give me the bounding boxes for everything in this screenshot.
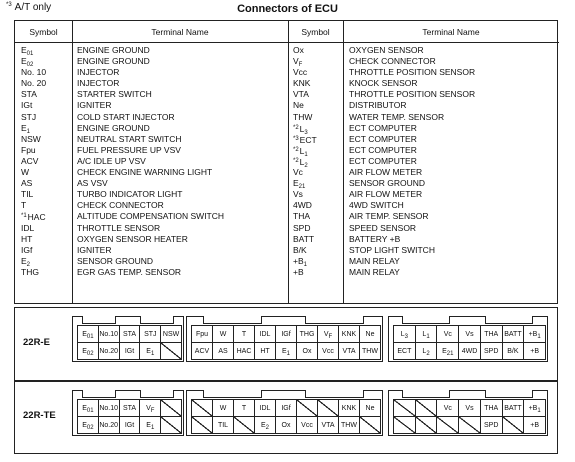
terminal-symbol: $E_1$ xyxy=(21,122,31,135)
pin-cell: Ne xyxy=(359,325,381,343)
pin-cell: Vs xyxy=(458,399,481,417)
footnote-mark: *3 xyxy=(6,2,12,8)
table-row xyxy=(21,267,286,278)
terminal-name: STOP LIGHT SWITCH xyxy=(349,244,435,255)
connector-key xyxy=(140,390,174,398)
terminal-symbol: BATT xyxy=(293,233,315,244)
terminal-symbol: No. 20 xyxy=(21,78,47,89)
table-row xyxy=(21,223,286,234)
terminal-name: CHECK CONNECTOR xyxy=(349,56,436,67)
terminal-name: ALTITUDE COMPENSATION SWITCH xyxy=(77,211,225,222)
terminal-name: CHECK ENGINE WARNING LIGHT xyxy=(77,167,213,178)
pin-cell: STA xyxy=(119,399,141,417)
terminal-symbol: THA xyxy=(293,211,310,222)
table-row xyxy=(293,200,557,211)
pin-cell: +B xyxy=(523,416,546,434)
connector-key xyxy=(203,316,262,324)
terminal-table xyxy=(14,20,558,304)
divider xyxy=(288,21,289,303)
terminal-symbol: IGt xyxy=(21,100,33,111)
terminal-name: ECT COMPUTER xyxy=(349,122,417,133)
empty-pin xyxy=(191,399,213,417)
pin-cell: STJ xyxy=(139,325,161,343)
terminal-name: OXYGEN SENSOR xyxy=(349,45,424,55)
pin-cell: No.20 xyxy=(98,342,120,360)
pin-cell: IGt xyxy=(119,416,141,434)
pin-cell: $V_F$ xyxy=(139,399,161,417)
terminal-symbol: $^{*2}L_3$ xyxy=(293,123,308,136)
connector-label: 22R-E xyxy=(23,337,50,348)
terminal-symbol: NSW xyxy=(21,133,41,144)
terminal-symbol: Fpu xyxy=(21,144,36,155)
empty-pin xyxy=(415,399,438,417)
terminal-name: ECT COMPUTER xyxy=(349,144,417,155)
table-row xyxy=(293,56,557,67)
pin-cell: IDL xyxy=(254,325,276,343)
terminal-name: SPEED SENSOR xyxy=(349,222,417,233)
table-row xyxy=(293,167,557,178)
terminal-name: THROTTLE POSITION SENSOR xyxy=(349,67,476,78)
empty-pin xyxy=(436,416,459,434)
table-row xyxy=(21,256,286,267)
terminal-name: IGNITER xyxy=(77,244,112,255)
empty-pin xyxy=(160,416,182,434)
pin-cell: NSW xyxy=(160,325,182,343)
terminal-name: THROTTLE POSITION SENSOR xyxy=(349,89,476,100)
table-row xyxy=(21,112,286,123)
terminal-symbol: STA xyxy=(21,89,37,100)
connector-block xyxy=(72,316,184,362)
table-row xyxy=(293,223,557,234)
pin-cell: $E_{21}$ xyxy=(436,342,459,360)
pin-cell: No.10 xyxy=(98,399,120,417)
terminal-symbol: $^{*2}L_1$ xyxy=(293,145,308,158)
empty-pin xyxy=(160,342,182,360)
empty-pin xyxy=(317,399,339,417)
terminal-symbol: Vcc xyxy=(293,67,308,78)
terminal-symbol: THG xyxy=(21,266,39,277)
table-row xyxy=(21,189,286,200)
terminal-symbol: HT xyxy=(21,233,33,244)
pin-cell: $L_3$ xyxy=(393,325,416,343)
terminal-name: KNOCK SENSOR xyxy=(349,78,418,89)
pin-cell: HT xyxy=(254,342,276,360)
terminal-name: SENSOR GROUND xyxy=(77,255,154,266)
pin-cell: W xyxy=(212,325,234,343)
pin-cell: VTA xyxy=(338,342,360,360)
table-row xyxy=(293,100,557,111)
terminal-symbol: +B xyxy=(293,266,304,277)
terminal-name: THROTTLE SENSOR xyxy=(77,222,161,233)
connector-block xyxy=(186,316,383,362)
terminal-symbol: 4WD xyxy=(293,200,312,211)
connector-key xyxy=(485,390,533,398)
pin-cell: Vc xyxy=(436,325,459,343)
connector-block xyxy=(72,390,184,436)
table-row xyxy=(293,267,557,278)
empty-pin xyxy=(393,399,416,417)
terminal-symbol: Vs xyxy=(293,189,303,200)
connector-key xyxy=(140,316,174,324)
terminal-symbol: $E_2$ xyxy=(21,255,31,268)
terminal-name: BATTERY +B xyxy=(349,233,401,244)
connector-key xyxy=(305,390,364,398)
footnote-text: A/T only xyxy=(14,2,52,13)
pin-cell: $V_F$ xyxy=(317,325,339,343)
empty-pin xyxy=(160,399,182,417)
connector-key xyxy=(402,390,450,398)
table-row xyxy=(21,167,286,178)
pin-cell: T xyxy=(233,399,255,417)
terminal-symbol: T xyxy=(21,200,27,211)
table-row xyxy=(21,211,286,222)
terminal-symbol: ACV xyxy=(21,155,39,166)
header-symbol-right: Symbol xyxy=(288,21,343,43)
empty-pin xyxy=(296,399,318,417)
pin-cell: IGt xyxy=(119,342,141,360)
terminal-symbol: W xyxy=(21,167,30,178)
empty-pin xyxy=(502,416,525,434)
table-row xyxy=(293,145,557,156)
table-row xyxy=(293,67,557,78)
empty-pin xyxy=(393,416,416,434)
terminal-symbol: $E_{21}$ xyxy=(293,178,306,191)
pin-cell: $E_1$ xyxy=(275,342,297,360)
pin-cell: STA xyxy=(119,325,141,343)
table-row xyxy=(293,256,557,267)
pin-cell: THA xyxy=(480,325,503,343)
table-row xyxy=(21,56,286,67)
terminal-symbol: VTA xyxy=(293,89,309,100)
page-title: Connectors of ECU xyxy=(237,3,338,15)
connector-block xyxy=(388,316,548,362)
pin-cell: Vcc xyxy=(317,342,339,360)
empty-pin xyxy=(415,416,438,434)
pin-cell: Vcc xyxy=(296,416,318,434)
table-row xyxy=(21,45,286,56)
terminal-symbol: TIL xyxy=(21,189,34,200)
table-row xyxy=(21,134,286,145)
table-row xyxy=(21,145,286,156)
pin-cell: $E_{01}$ xyxy=(77,325,99,343)
table-row xyxy=(21,178,286,189)
connector-key xyxy=(402,316,450,324)
terminal-symbol: $^{*2}L_2$ xyxy=(293,156,308,169)
terminal-name: WATER TEMP. SENSOR xyxy=(349,111,445,122)
terminal-name: IGNITER xyxy=(77,100,112,111)
terminal-symbol: IGf xyxy=(21,244,33,255)
pin-cell: THA xyxy=(480,399,503,417)
connector-label: 22R-TE xyxy=(23,410,56,421)
header-symbol-left: Symbol xyxy=(15,21,72,43)
pin-cell: W xyxy=(212,399,234,417)
connector-key xyxy=(203,390,262,398)
pin-cell: BATT xyxy=(502,325,525,343)
terminal-name: EGR GAS TEMP. SENSOR xyxy=(77,266,182,277)
table-row xyxy=(293,112,557,123)
pin-cell: AS xyxy=(212,342,234,360)
pin-cell: BATT xyxy=(502,399,525,417)
table-row xyxy=(21,245,286,256)
terminal-symbol: SPD xyxy=(293,222,311,233)
connector-block xyxy=(186,390,383,436)
pin-cell: $+B_1$ xyxy=(523,399,546,417)
terminal-name: AIR TEMP. SENSOR xyxy=(349,211,429,222)
pin-cell: KNK xyxy=(338,325,360,343)
terminal-name: DISTRIBUTOR xyxy=(349,100,407,111)
empty-pin xyxy=(233,416,255,434)
terminal-name: ENGINE GROUND xyxy=(77,45,150,55)
terminal-symbol: Ne xyxy=(293,100,304,111)
terminal-name: COLD START INJECTOR xyxy=(77,111,175,122)
table-row xyxy=(293,234,557,245)
terminal-name: 4WD SWITCH xyxy=(349,200,404,211)
table-row xyxy=(293,189,557,200)
terminal-name: CHECK CONNECTOR xyxy=(77,200,164,211)
terminal-symbol: THW xyxy=(293,111,313,122)
terminal-symbol: $^{*1}$HAC xyxy=(21,212,46,223)
pin-cell: ECT xyxy=(393,342,416,360)
pin-cell: $E_{02}$ xyxy=(77,416,99,434)
table-row xyxy=(21,67,286,78)
terminal-symbol: No. 10 xyxy=(21,67,47,78)
table-row xyxy=(293,211,557,222)
pin-cell: Vs xyxy=(458,325,481,343)
terminal-name: SENSOR GROUND xyxy=(349,178,426,189)
connector-block xyxy=(388,390,548,436)
terminal-name: AS VSV xyxy=(77,178,108,189)
connector-key xyxy=(485,316,533,324)
pin-cell: $E_2$ xyxy=(254,416,276,434)
pin-cell: KNK xyxy=(338,399,360,417)
terminal-symbol: $+B_1$ xyxy=(293,255,307,268)
terminal-symbol: Vc xyxy=(293,167,303,178)
terminal-symbol: $E_{02}$ xyxy=(21,56,34,69)
terminal-symbol: Ox xyxy=(293,45,304,55)
terminal-name: ECT COMPUTER xyxy=(349,133,417,144)
empty-pin xyxy=(458,416,481,434)
table-row xyxy=(21,89,286,100)
pin-cell: SPD xyxy=(480,416,503,434)
pin-cell: B/K xyxy=(502,342,525,360)
pin-cell: $E_{01}$ xyxy=(77,399,99,417)
table-row xyxy=(21,123,286,134)
terminal-name: NEUTRAL START SWITCH xyxy=(77,133,182,144)
pin-cell: 4WD xyxy=(458,342,481,360)
pin-cell: $E_{02}$ xyxy=(77,342,99,360)
pin-cell: T xyxy=(233,325,255,343)
pin-cell: IGf xyxy=(275,399,297,417)
pin-cell: ACV xyxy=(191,342,213,360)
terminal-name: INJECTOR xyxy=(77,67,120,78)
terminal-symbol: KNK xyxy=(293,78,311,89)
pin-cell: $E_1$ xyxy=(139,416,161,434)
pin-cell: No.10 xyxy=(98,325,120,343)
table-row xyxy=(293,45,557,56)
pin-cell: Fpu xyxy=(191,325,213,343)
table-row xyxy=(21,156,286,167)
terminal-symbol: STJ xyxy=(21,111,37,122)
table-row xyxy=(293,123,557,134)
pin-cell: THW xyxy=(359,342,381,360)
pin-cell: HAC xyxy=(233,342,255,360)
header-terminal-left: Terminal Name xyxy=(72,21,288,43)
left-rows xyxy=(21,45,286,278)
connector-22r-te xyxy=(14,381,558,454)
terminal-name: INJECTOR xyxy=(77,78,120,89)
pin-cell: $L_1$ xyxy=(415,325,438,343)
header-terminal-right: Terminal Name xyxy=(343,21,559,43)
terminal-name: ENGINE GROUND xyxy=(77,56,150,67)
terminal-symbol: $^{*3}$ECT xyxy=(293,134,317,145)
table-row xyxy=(293,156,557,167)
pin-cell: VTA xyxy=(317,416,339,434)
pin-cell: Ne xyxy=(359,399,381,417)
pin-cell: IGf xyxy=(275,325,297,343)
pin-cell: $+B_1$ xyxy=(523,325,546,343)
connector-key xyxy=(82,316,116,324)
pin-cell: THW xyxy=(338,416,360,434)
terminal-name: A/C IDLE UP VSV xyxy=(77,155,146,166)
terminal-name: OXYGEN SENSOR HEATER xyxy=(77,233,188,244)
pin-cell: Vc xyxy=(436,399,459,417)
pin-cell: Ox xyxy=(296,342,318,360)
table-row xyxy=(293,89,557,100)
table-row xyxy=(21,200,286,211)
right-rows xyxy=(293,45,557,278)
pin-cell: +B xyxy=(523,342,546,360)
table-row xyxy=(293,245,557,256)
terminal-name: TURBO INDICATOR LIGHT xyxy=(77,189,183,200)
pin-cell: SPD xyxy=(480,342,503,360)
pin-cell: $L_2$ xyxy=(415,342,438,360)
pin-cell: No.20 xyxy=(98,416,120,434)
connector-key xyxy=(305,316,364,324)
pin-cell: IDL xyxy=(254,399,276,417)
pin-cell: THG xyxy=(296,325,318,343)
table-row xyxy=(21,78,286,89)
pin-cell: TIL xyxy=(212,416,234,434)
terminal-symbol: AS xyxy=(21,178,33,189)
terminal-symbol: $E_{01}$ xyxy=(21,45,34,57)
table-row xyxy=(293,78,557,89)
terminal-name: MAIN RELAY xyxy=(349,255,400,266)
table-row xyxy=(21,100,286,111)
terminal-name: AIR FLOW METER xyxy=(349,167,423,178)
table-row xyxy=(293,178,557,189)
terminal-name: MAIN RELAY xyxy=(349,266,400,277)
terminal-name: AIR FLOW METER xyxy=(349,189,423,200)
pin-cell: $E_1$ xyxy=(139,342,161,360)
empty-pin xyxy=(191,416,213,434)
terminal-name: STARTER SWITCH xyxy=(77,89,152,100)
table-row xyxy=(293,134,557,145)
terminal-name: FUEL PRESSURE UP VSV xyxy=(77,144,181,155)
terminal-symbol: $V_F$ xyxy=(293,56,303,69)
table-row xyxy=(21,234,286,245)
connector-key xyxy=(82,390,116,398)
empty-pin xyxy=(359,416,381,434)
connector-22r-e xyxy=(14,307,558,381)
terminal-name: ECT COMPUTER xyxy=(349,155,417,166)
terminal-symbol: B/K xyxy=(293,244,307,255)
pin-cell: Ox xyxy=(275,416,297,434)
terminal-name: ENGINE GROUND xyxy=(77,122,150,133)
terminal-symbol: IDL xyxy=(21,222,35,233)
